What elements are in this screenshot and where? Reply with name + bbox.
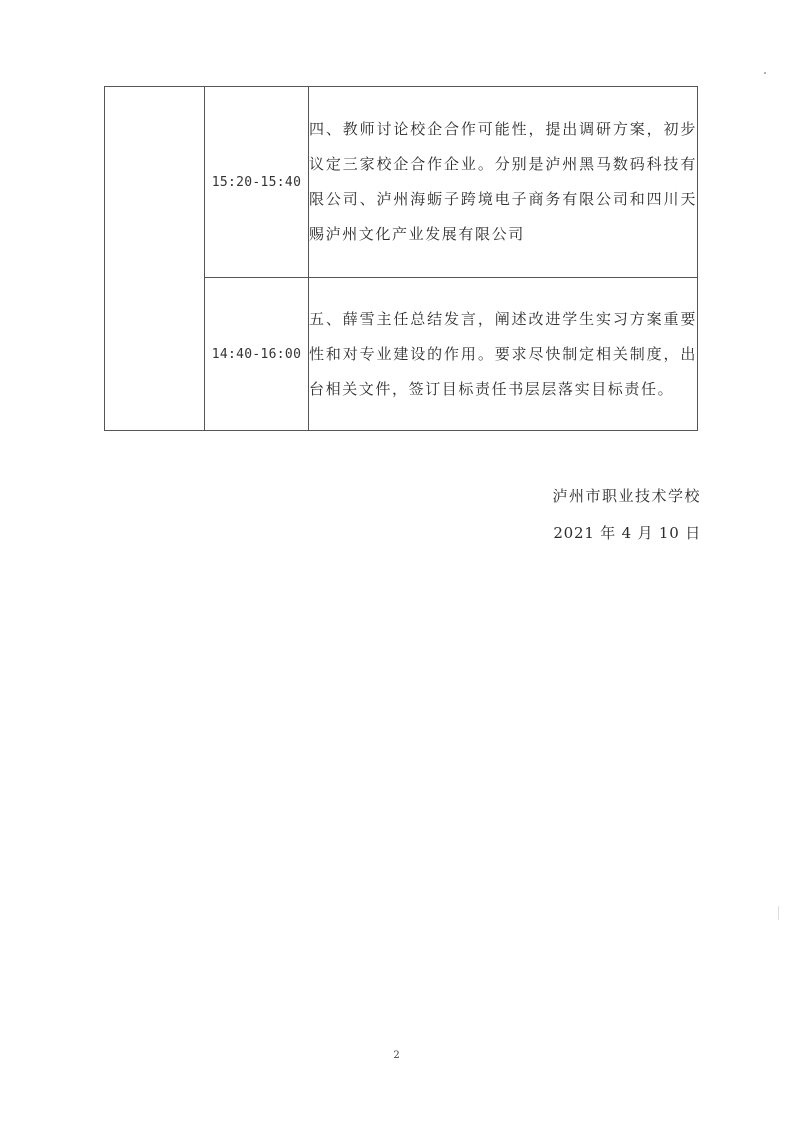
- scan-speck: [778, 906, 779, 920]
- merged-empty-cell: [105, 87, 205, 431]
- agenda-item-text: 四、教师讨论校企合作可能性，提出调研方案，初步议定三家校企合作企业。分别是泸州黑马数码科技有限公司、泸州海蛎子跨境电子商务有限公司和四川天赐泸州文化产业发展有限公司: [309, 120, 697, 243]
- table-row: [105, 87, 698, 278]
- agenda-item-text: 五、薛雪主任总结发言，阐述改进学生实习方案重要性和对专业建设的作用。要求尽快制定相关制度，出台相关文件，签订目标责任书层层落实目标责任。: [309, 309, 697, 398]
- signature-date: 2021 年 4 月 10 日: [553, 524, 701, 542]
- schedule-table: [104, 86, 698, 431]
- page-number: 2: [393, 1050, 400, 1061]
- time-cell: 14:40-16:00: [205, 278, 309, 431]
- signature-block: [552, 478, 701, 552]
- scan-speck: [764, 72, 766, 74]
- content-cell: [309, 278, 698, 431]
- content-cell: [309, 87, 698, 278]
- time-cell: 15:20-15:40: [205, 87, 309, 278]
- organization-name: 泸州市职业技术学校: [552, 487, 701, 505]
